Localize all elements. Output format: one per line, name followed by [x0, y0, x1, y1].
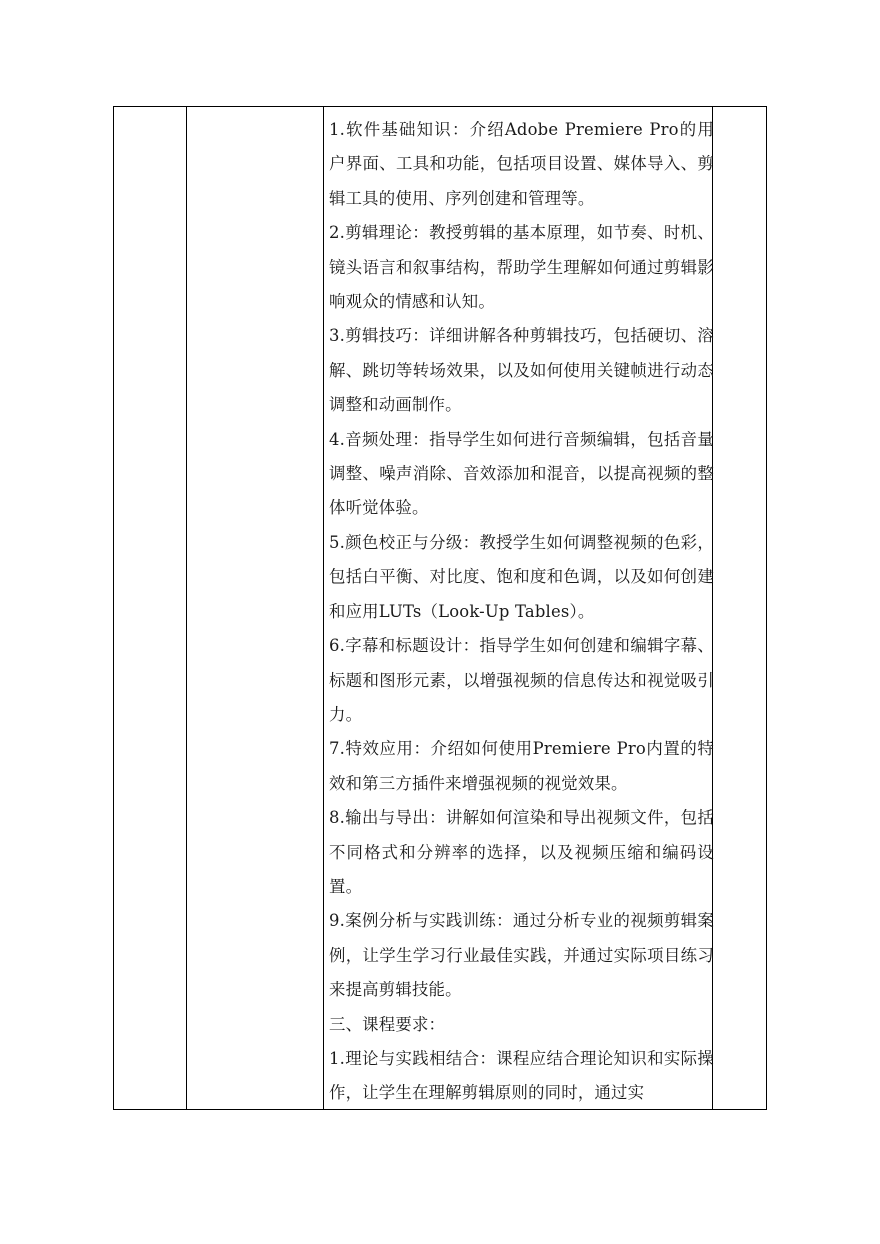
paragraph-software-basics: 1.软件基础知识：介绍Adobe Premiere Pro的用户界面、工具和功能，包括项目设置、媒体导入、剪辑工具的使用、序列创建和管理等。: [329, 120, 714, 208]
paragraph-editing-theory: 2.剪辑理论：教授剪辑的基本原理，如节奏、时机、镜头语言和叙事结构，帮助学生理解如何通过剪辑影响观众的情感和认知。: [329, 223, 714, 312]
paragraph-audio-processing: 4.音频处理：指导学生如何进行音频编辑，包括音量调整、噪声消除、音效添加和混音，以提高视频的整体听觉体验。: [329, 429, 714, 518]
column-divider-1: [186, 107, 187, 1109]
section-heading-course-requirements: 三、课程要求：: [329, 1014, 446, 1034]
column-divider-2: [323, 107, 324, 1109]
paragraph-color-correction: 5.颜色校正与分级：教授学生如何调整视频的色彩，包括白平衡、对比度、饱和度和色调，以及如何创建和应用LUTs（Look-Up Tables）。: [329, 532, 714, 621]
paragraph-editing-techniques: 3.剪辑技巧：详细讲解各种剪辑技巧，包括硬切、溶解、跳切等转场效果，以及如何使用关键帧进行动态调整和动画制作。: [329, 326, 714, 415]
course-table: [113, 106, 767, 1110]
paragraph-effects: 7.特效应用：介绍如何使用Premiere Pro内置的特效和第三方插件来增强视频的视觉效果。: [329, 739, 714, 793]
paragraph-subtitles-titles: 6.字幕和标题设计：指导学生如何创建和编辑字幕、标题和图形元素，以增强视频的信息传达和视觉吸引力。: [329, 636, 714, 724]
paragraph-theory-practice: 1.理论与实践相结合：课程应结合理论知识和实际操作，让学生在理解剪辑原则的同时，通过实: [329, 1048, 714, 1103]
course-content-cell: [329, 113, 714, 1111]
paragraph-case-analysis: 9.案例分析与实践训练：通过分析专业的视频剪辑案例，让学生学习行业最佳实践，并通过实际项目练习来提高剪辑技能。: [329, 911, 714, 1000]
paragraph-output-export: 8.输出与导出：讲解如何渲染和导出视频文件，包括不同格式和分辨率的选择，以及视频压缩和编码设置。: [329, 808, 714, 896]
